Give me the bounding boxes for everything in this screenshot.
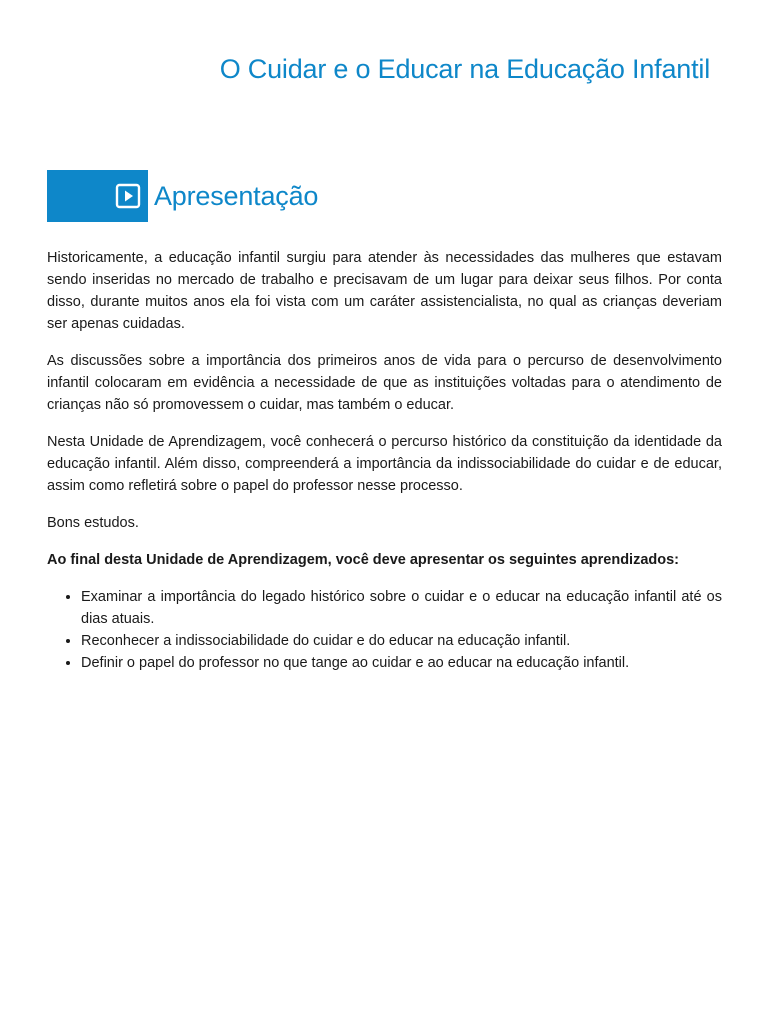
paragraph: Historicamente, a educação infantil surgiu para atender às necessidades das mulheres que estavam sendo inseridas no mercado de trabalho e precisavam de um lugar para deixar seus filhos. Por conta disso, durante muitos anos ela foi vista com um caráter assistencialista, no qual as crianças deveriam ser apenas cuidadas. bbox=[47, 250, 722, 332]
list-item: • Definir o papel do professor no que tange ao cuidar e ao educar na educação infantil. bbox=[81, 652, 722, 674]
section-title: Apresentação bbox=[154, 180, 319, 211]
paragraph: Nesta Unidade de Aprendizagem, você conhecerá o percurso histórico da constituição da identidade da educação infantil. Além disso, compreenderá a importância da indissociabilidade do cuidar e de educar, assim como refletirá sobre o papel do professor nesse processo. bbox=[47, 434, 722, 494]
play-icon bbox=[114, 182, 142, 210]
section-accent-bar bbox=[47, 170, 148, 222]
paragraph: Bons estudos. bbox=[47, 515, 139, 531]
list-item: • Examinar a importância do legado histórico sobre o cuidar e o educar na educação infantil até os dias atuais. bbox=[81, 586, 722, 630]
objectives-intro: Ao final desta Unidade de Aprendizagem, você deve apresentar os seguintes aprendizados: bbox=[47, 552, 679, 568]
paragraph: As discussões sobre a importância dos primeiros anos de vida para o percurso de desenvolvimento infantil colocaram em evidência a necessidade de que as instituições voltadas para o atendimento de crianças não só promovessem o cuidar, mas também o educar. bbox=[47, 353, 722, 413]
objectives-list bbox=[47, 586, 722, 674]
section-body bbox=[47, 247, 722, 674]
section-header bbox=[47, 170, 318, 222]
list-item: • Reconhecer a indissociabilidade do cuidar e do educar na educação infantil. bbox=[81, 630, 722, 652]
document-title: O Cuidar e o Educar na Educação Infantil bbox=[219, 54, 710, 84]
